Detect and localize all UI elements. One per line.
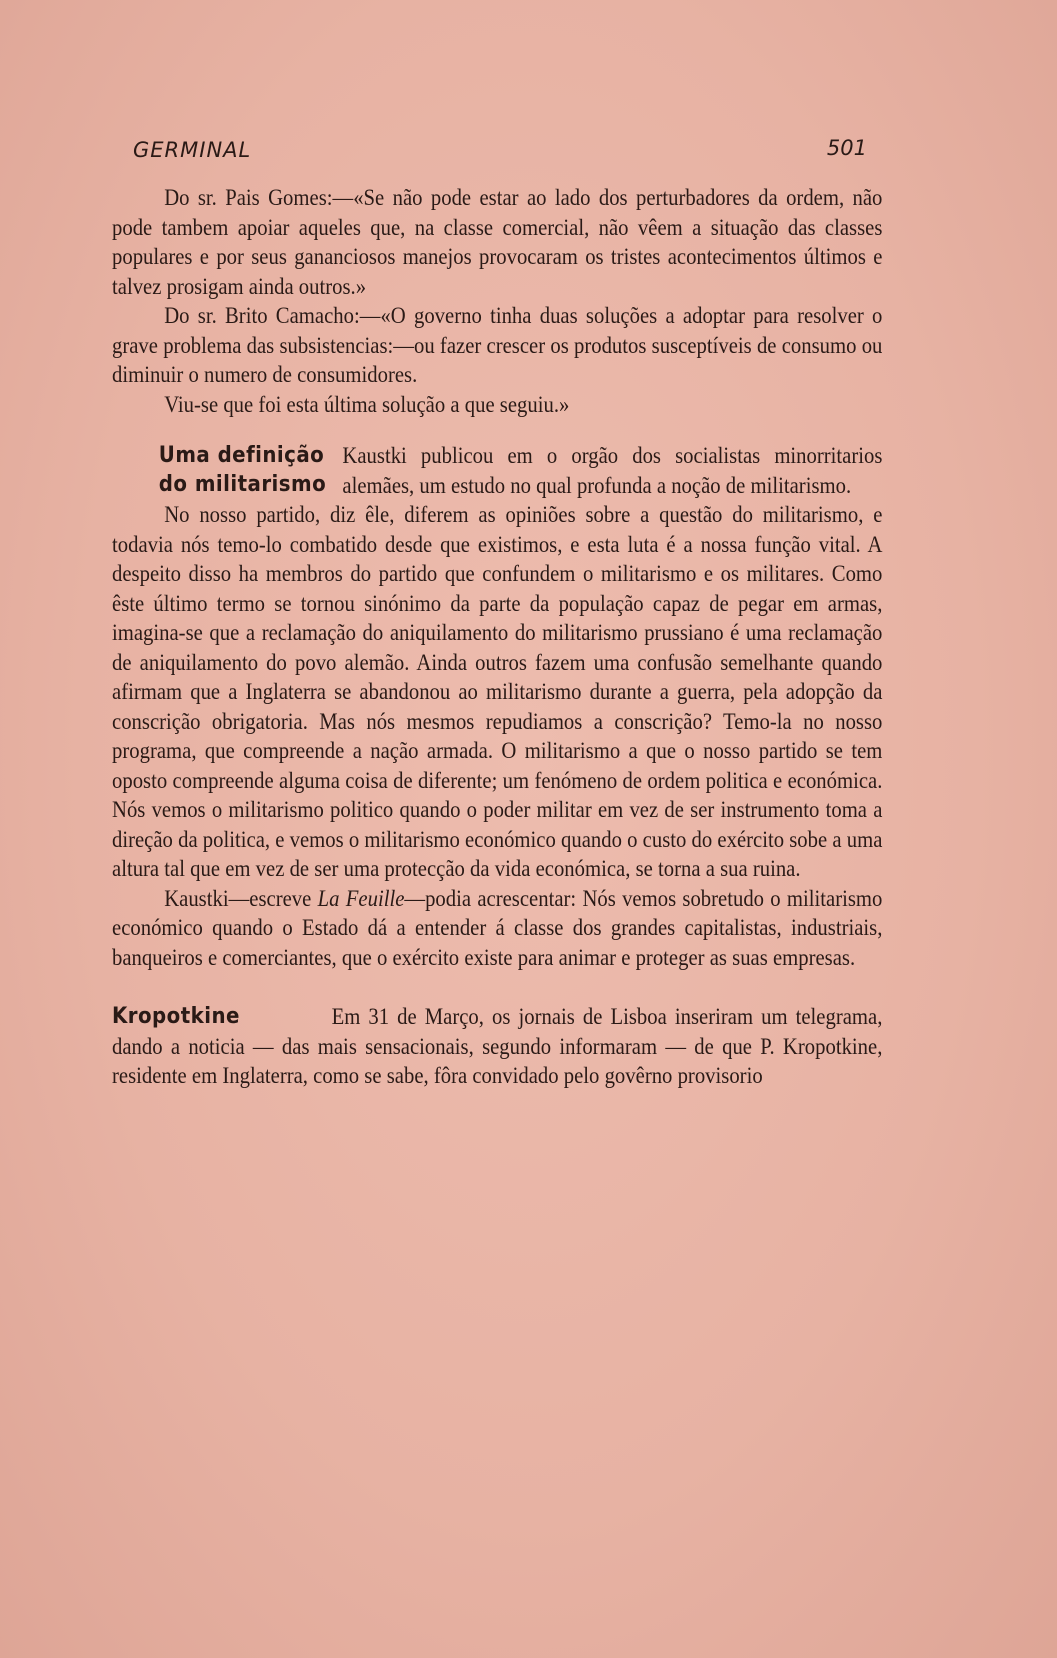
paragraph-pais-gomes: Do sr. Pais Gomes:—«Se não pode estar ao lado dos perturbadores da ordem, não pode tambem apoiar aqueles que, na classe comercial, não vêem a situação das classes populares e por seus gananciosos manejos provocaram os tristes acontecimentos últimos e talvez prosigam ainda outros.» <box>112 185 883 299</box>
journal-title: GERMINAL <box>133 138 252 162</box>
section-militarismo <box>112 441 882 972</box>
page-number: 501 <box>826 136 867 160</box>
paragraph-kaustki-citacao: No nosso partido, diz êle, diferem as opiniões sobre a questão do militarismo, e todavia nós temo-lo combatido desde que existimos, e esta luta é a nossa função vital. A despeito disso ha membros do partido que confundem o militarismo e os militares. Como êste último termo se tornou sinónimo da parte da população capaz de pegar em armas, imagina-se que a reclamação do aniquilamento do militarismo prussiano é uma reclamação de aniquilamento do povo alemão. Ainda outros fazem uma confusão semelhante quando afirmam que a Inglaterra se abandonou ao militarismo durante a guerra, pela adopção da conscrição obrigatoria. Mas nós mesmos repudiamos a conscrição? Temo-la no nosso programa, que compreende a nação armada. O militarismo a que o nosso partido se tem oposto compreende alguma coisa de diferente; um fenómeno de ordem politica e económica. Nós vemos o militarismo politico quando o poder militar em vez de ser instrumento toma a direção da politica, e vemos o militarismo económico quando o custo do exército sobe a uma altura tal que em vez de ser uma protecção da vida económica, se torna a sua ruina. <box>112 502 883 881</box>
heading-line-2: do militarismo <box>158 472 327 497</box>
page-body <box>112 183 882 1091</box>
section-kropotkine <box>112 1002 882 1091</box>
paragraph-kropotkine: Em 31 de Março, os jornais de Lisboa inseriram um telegrama, dando a noticia — das mais sensacionais, segundo informaram — de que P. Kropotkine, residente em Inglaterra, como se sabe, fôra convidado pelo govêrno provisorio <box>112 1004 883 1088</box>
text-podia-acrescentar: —podia acrescentar: Nós vemos sobretudo o militarismo económico quando o Estado dá a entender á classe dos grandes capitalistas, industriais, banqueiros e comerciantes, que o exército existe para animar e proteger as suas empresas. <box>112 885 883 970</box>
section-heading-kropotkine: Kropotkine <box>112 1004 240 1029</box>
la-feuille-title: La Feuille <box>317 885 405 911</box>
text-kaustki-escreve: Kaustki—escreve <box>164 885 318 911</box>
running-header <box>133 132 867 166</box>
paragraph-brito-camacho: Do sr. Brito Camacho:—«O governo tinha duas soluções a adoptar para resolver o grave problema das subsistencias:—ou fazer crescer os produtos susceptíveis de consumo ou diminuir o numero de consumidores. <box>112 303 883 387</box>
paragraph-kaustki-estudo: Kaustki publicou em o orgão dos socialistas minorritarios alemães, um estudo no qual profunda a noção de militarismo. <box>342 443 883 498</box>
paragraph-la-feuille <box>112 884 882 973</box>
section-heading-militarismo <box>112 441 328 499</box>
heading-line-1: Uma definição <box>158 443 325 468</box>
paragraph-viu-se: Viu-se que foi esta última solução a que seguiu.» <box>164 391 570 417</box>
